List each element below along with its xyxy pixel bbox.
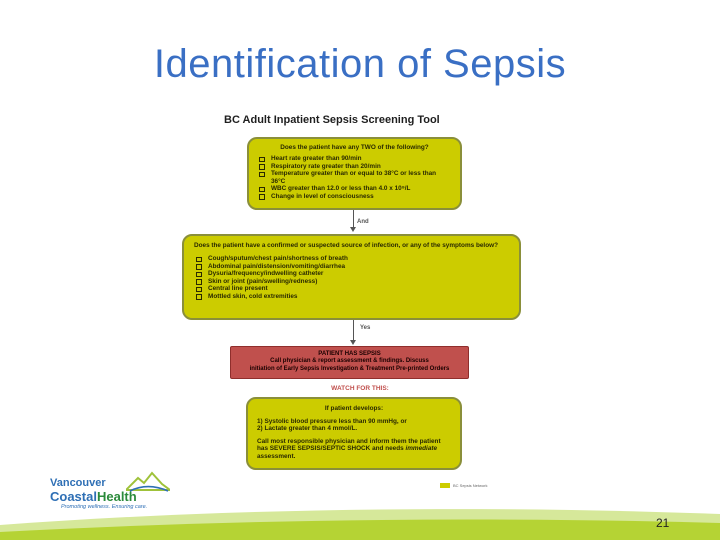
action-text-emphasis: immediate bbox=[405, 445, 438, 453]
severe-sepsis-heading: If patient develops: bbox=[324, 405, 384, 412]
checklist-item: Mottled skin, cold extremities bbox=[208, 293, 509, 301]
infection-source-question: Does the patient have a confirmed or suspected source of infection, or any of the symptoms below? bbox=[194, 242, 498, 249]
severe-sepsis-box bbox=[246, 397, 462, 470]
checklist-item: Temperature greater than or equal to 38°C or less than 36°C bbox=[271, 170, 452, 185]
watch-for-label: WATCH FOR THIS: bbox=[331, 385, 389, 392]
infection-source-box bbox=[182, 234, 521, 320]
logo-mark-icon bbox=[440, 483, 450, 488]
action-text: assessment. bbox=[257, 452, 296, 460]
checklist-item: Cough/sputum/chest pain/shortness of breath bbox=[208, 255, 509, 263]
checklist-item: Respiratory rate greater than 20/min bbox=[271, 163, 452, 171]
checklist-item: Heart rate greater than 90/min bbox=[271, 155, 452, 163]
connector-line bbox=[353, 320, 354, 340]
checklist-item: Change in level of consciousness bbox=[271, 193, 452, 201]
action-text bbox=[257, 445, 451, 452]
connector-line bbox=[353, 210, 354, 227]
logo-line1: Vancouver bbox=[50, 477, 106, 489]
logo-health: Health bbox=[96, 489, 137, 504]
checklist-item: Abdominal pain/distension/vomiting/diarrhea bbox=[208, 263, 509, 271]
logo-coastal: Coastal bbox=[50, 489, 97, 504]
checklist-item: Skin or joint (pain/swelling/redness) bbox=[208, 278, 509, 286]
action-text: Call most responsible physician and inform them the patient bbox=[257, 437, 441, 445]
and-label: And bbox=[357, 219, 369, 225]
slide-title: Identification of Sepsis bbox=[153, 42, 567, 86]
checklist-item: WBC greater than 12.0 or less than 4.0 x 10⁹/L bbox=[271, 185, 452, 193]
action-text-prefix: has SEVERE SEPSIS/SEPTIC SHOCK and needs bbox=[257, 445, 406, 453]
criteria-item: 2) Lactate greater than 4 mmol/L. bbox=[257, 425, 358, 433]
sepsis-network-text: BC Sepsis Network bbox=[453, 483, 488, 489]
sepsis-heading: PATIENT HAS SEPSIS bbox=[318, 351, 381, 357]
page-number: 21 bbox=[656, 516, 670, 530]
arrow-down-icon bbox=[350, 340, 356, 345]
vital-signs-question: Does the patient have any TWO of the following? bbox=[280, 144, 429, 151]
vital-signs-checklist bbox=[257, 155, 452, 201]
criteria-item: 1) Systolic blood pressure less than 90 mmHg, or bbox=[257, 418, 407, 425]
logo-line2 bbox=[50, 489, 137, 504]
checklist-item: Dysuria/frequency/indwelling catheter bbox=[208, 270, 509, 278]
checklist-item: Central line present bbox=[208, 285, 509, 293]
sepsis-instruction-line: Call physician & report assessment & findings. Discuss bbox=[270, 358, 429, 365]
sepsis-instruction-line: initiation of Early Sepsis Investigation & Treatment Pre-printed Orders bbox=[249, 365, 450, 372]
arrow-down-icon bbox=[350, 227, 356, 232]
vital-signs-box bbox=[247, 137, 462, 210]
vancouver-coastal-health-logo bbox=[50, 470, 170, 514]
patient-has-sepsis-box bbox=[230, 346, 469, 379]
logo-tagline: Promoting wellness. Ensuring care. bbox=[61, 504, 148, 510]
yes-label: Yes bbox=[360, 325, 371, 331]
symptoms-checklist bbox=[194, 255, 509, 301]
screening-tool-title: BC Adult Inpatient Sepsis Screening Tool bbox=[224, 114, 440, 126]
